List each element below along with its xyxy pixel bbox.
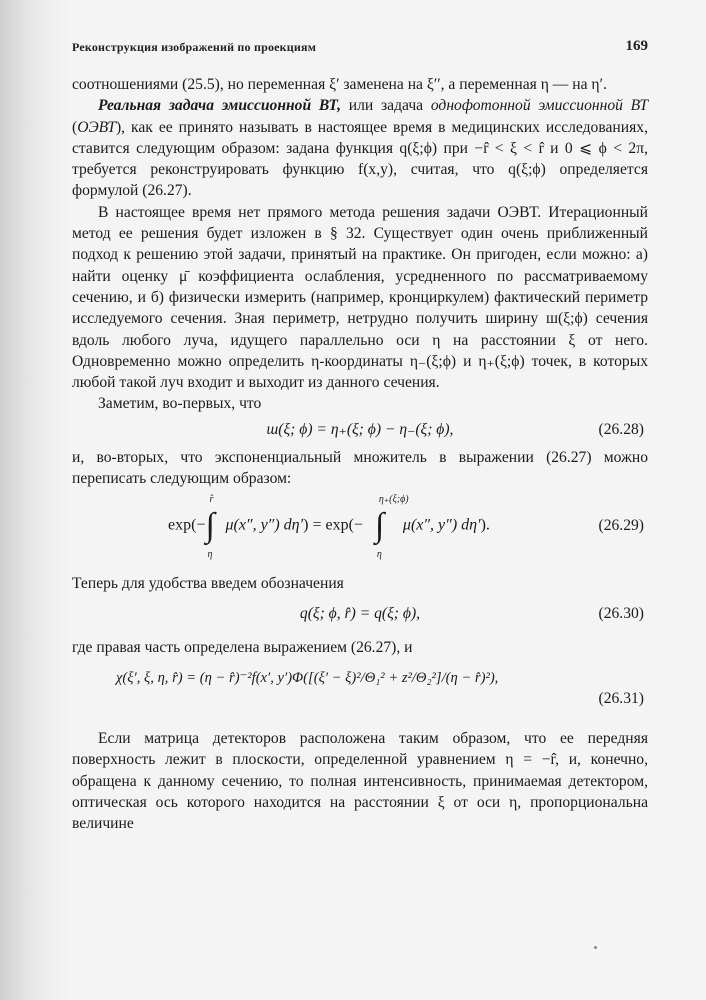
equation-26-28 (72, 419, 648, 445)
text-span: ( (72, 118, 78, 136)
integral-upper-limit: r̂ (209, 494, 214, 506)
integral-sign: ∫ (205, 507, 215, 545)
exp-close: ). (480, 517, 490, 535)
emphasis-oevt: ОЭВТ (77, 118, 116, 136)
paragraph-7: где правая часть определена выражением (26.27), и (72, 638, 413, 656)
equation-26-29 (72, 489, 648, 567)
paragraph-5: и, во-вторых, что экспоненциальный множитель в выражении (26.27) можно переписать следующим образом: (72, 448, 648, 488)
text-span: ), как ее принято называть в настоящее время в медицинских исследованиях, ставится следующим образом: задана функция q(ξ;ϕ) при −r̂ < ξ < r̂ и 0 ⩽ ϕ < 2π, требуется реконструировать функцию f(x,y), считая, что q(ξ;ϕ) определяется формулой (26.27). (72, 118, 648, 200)
equation-26-31 (72, 664, 648, 712)
text-span: или задача (341, 97, 431, 115)
paragraph-1: соотношениями (25.5), но переменная ξ′ заменена на ξ′′, а переменная η — на η′. (72, 76, 607, 93)
equation-expression: χ(ξ′, ξ, η, r̂) = (η − r̂)⁻²f(x′, y′)Φ([(ξ′ − ξ)²/Θ₁² + z²/Θ₂²]/(η − r̂)²), (116, 669, 499, 686)
integral-upper-limit: η₊(ξ;ϕ) (378, 494, 409, 506)
page-spine-shadow (0, 0, 72, 1000)
running-title: Реконструкция изображений по проекциям (72, 40, 317, 54)
equation-number: (26.29) (598, 517, 644, 535)
page-body (72, 74, 648, 834)
equation-number: (26.31) (598, 689, 644, 707)
integrand: μ(x″, y″) dη′ (225, 517, 304, 535)
paragraph-3: В настоящее время нет прямого метода решения задачи ОЭВТ. Итерационный метод ее решения будет изложен в § 32. Существует один очень приближенный подход к решению этой задачи, принятый на практике. Он пригоден, если можно: а) найти оценку μ̄ коэффициента ослабления, усредненного по рассматриваемому сечению, и б) физически измерить (например, кронциркулем) фактический периметр исследуемого сечения. Зная периметр, нетрудно получить ширину ш(ξ;ϕ) сечения вдоль любого луча, идущего параллельно оси η на расстоянии ξ от него. Одновременно можно определить η-координаты η₋(ξ;ϕ) и η₊(ξ;ϕ) точек, в которых любой такой луч входит и выходит из данного сечения. (72, 203, 648, 392)
integral-lower-limit: η (376, 549, 382, 561)
running-header (72, 40, 648, 58)
paragraph-2 (72, 95, 648, 201)
integral-lower-limit: η (207, 549, 213, 561)
equation-expression: ш(ξ; ϕ) = η₊(ξ; ϕ) − η₋(ξ; ϕ), (266, 420, 454, 438)
exp-open: exp(− (168, 517, 206, 535)
paragraph-4: Заметим, во-первых, что (98, 395, 262, 413)
integral-sign: ∫ (374, 507, 385, 545)
equation-26-30 (72, 603, 648, 633)
emphasis-real-problem: Реальная задача эмиссионной ВТ, (98, 97, 342, 115)
integrand: μ(x″, y″) dη′ (402, 517, 481, 535)
equation-number: (26.30) (598, 604, 644, 622)
equation-expression (168, 494, 490, 561)
exp-middle: ) = exp(− (303, 517, 363, 535)
emphasis-single-photon: однофотонной эмиссионной ВТ (430, 97, 648, 115)
equation-expression: q(ξ; ϕ, r̂) = q(ξ; ϕ), (299, 604, 421, 622)
paragraph-6: Теперь для удобства введем обозначения (72, 575, 344, 593)
print-speck (594, 946, 597, 949)
equation-number: (26.28) (598, 420, 644, 438)
paragraph-8: Если матрица детекторов расположена таким образом, что ее передняя поверхность лежит в плоскости, определенной уравнением η = −r̂, и, конечно, обращена к данному сечению, то полная интенсивность, принимаемая детектором, оптическая ось которого находится на расстоянии ξ от оси η, пропорциональна величине (72, 729, 648, 833)
integral-1 (205, 494, 221, 561)
integral-2 (374, 494, 409, 561)
page-number: 169 (625, 38, 648, 54)
